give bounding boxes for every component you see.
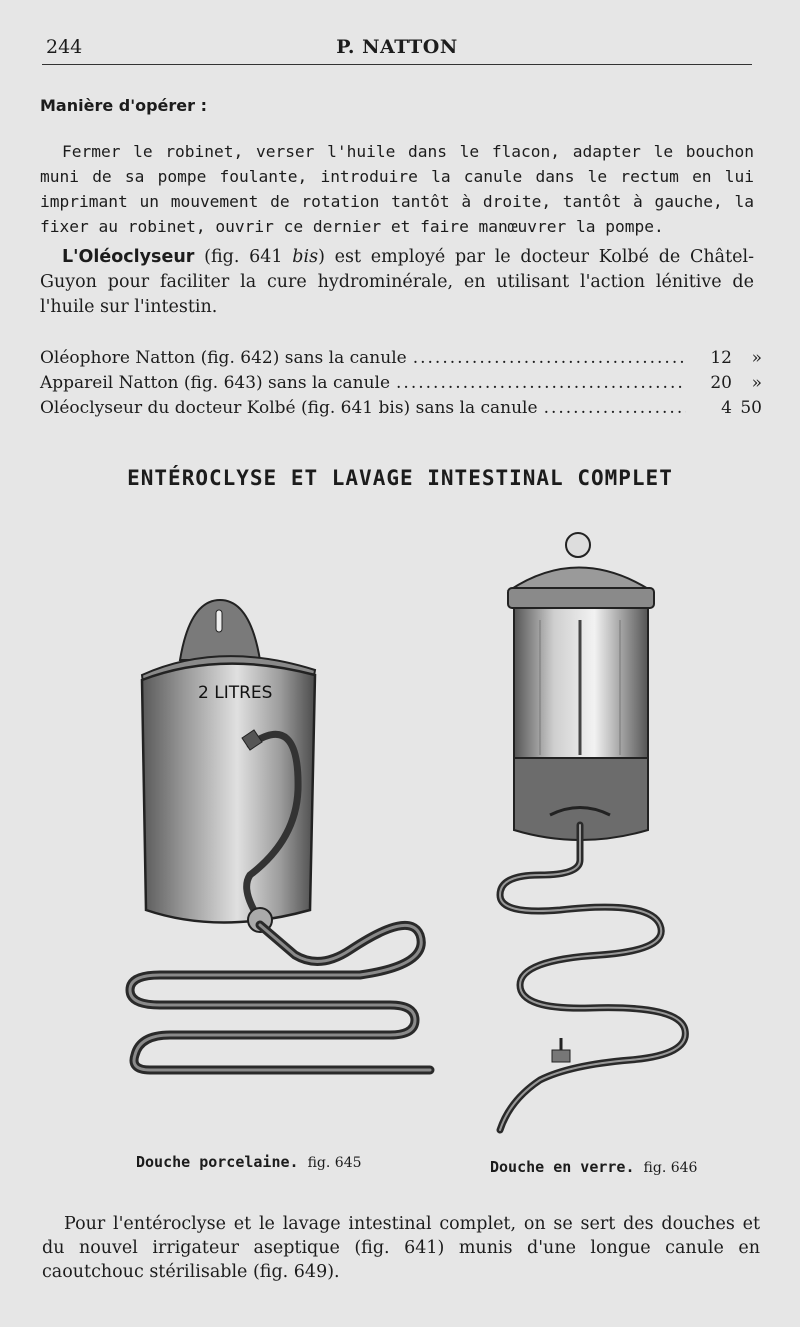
leader-dots — [396, 373, 686, 393]
glass-douche-illustration — [480, 530, 710, 1150]
price-value: 12 — [710, 348, 732, 368]
paragraph-enteroclyse: Pour l'entéroclyse et le lavage intestinal complet, on se sert des douches et du nouvel irrigateur aseptique (fig. 641) munis d'une longue canule en caoutchouc stérilisable (fig. 649). — [42, 1214, 760, 1282]
leader-dots — [413, 348, 686, 368]
oleoclyseur-bis: bis — [292, 247, 319, 267]
price-row — [40, 348, 762, 373]
price-value: 20 — [710, 373, 732, 393]
figure-number: fig. 645 — [307, 1155, 362, 1171]
oleoclyseur-text-b: ) est employé par le docteur Kolbé de Châtel-Guyon pour faciliter la cure hydrominérale, en utilisant l'action lénitive de l'huile sur l'intestin. — [40, 247, 754, 317]
price-cents: 50 — [740, 398, 762, 418]
oleoclyseur-term: L'Oléoclyseur — [62, 247, 195, 267]
caption-text: Douche en verre. — [490, 1158, 635, 1176]
caption-glass — [490, 1158, 697, 1176]
price-cents: » — [751, 348, 762, 368]
running-head: P. NATTON — [336, 36, 458, 58]
page-header — [42, 34, 752, 65]
figure-number: fig. 646 — [643, 1160, 698, 1176]
paragraph-oleoclyseur — [40, 245, 754, 320]
price-label: Oléophore Natton (fig. 642) sans la canule — [40, 348, 407, 368]
price-label: Appareil Natton (fig. 643) sans la canule — [40, 373, 391, 393]
mode-heading: Manière d'opérer : — [40, 96, 208, 115]
oleoclyseur-text-a: (fig. 641 — [194, 247, 293, 267]
leader-dots — [544, 398, 686, 418]
paragraph-instructions: Fermer le robinet, verser l'huile dans le flacon, adapter le bouchon muni de sa pompe foulante, introduire la canule dans le rectum en lui imprimant un mouvement de rotation tantôt à droite, tantôt à gauche, la fixer au robinet, ouvrir ce dernier et faire manœuvrer la pompe. — [40, 142, 754, 236]
price-cents: » — [751, 373, 762, 393]
porcelain-douche-illustration — [110, 590, 450, 1080]
price-row — [40, 373, 762, 398]
price-row — [40, 398, 762, 423]
price-list — [40, 348, 762, 423]
price-value: 4 — [721, 398, 732, 418]
section-title: ENTÉROCLYSE ET LAVAGE INTESTINAL COMPLET — [127, 466, 673, 490]
caption-text: Douche porcelaine. — [136, 1153, 299, 1171]
vessel-label: 2 LITRES — [198, 683, 273, 703]
price-label: Oléoclyseur du docteur Kolbé (fig. 641 bis) sans la canule — [40, 398, 538, 418]
page-number: 244 — [46, 36, 83, 58]
caption-porcelain — [136, 1153, 362, 1171]
